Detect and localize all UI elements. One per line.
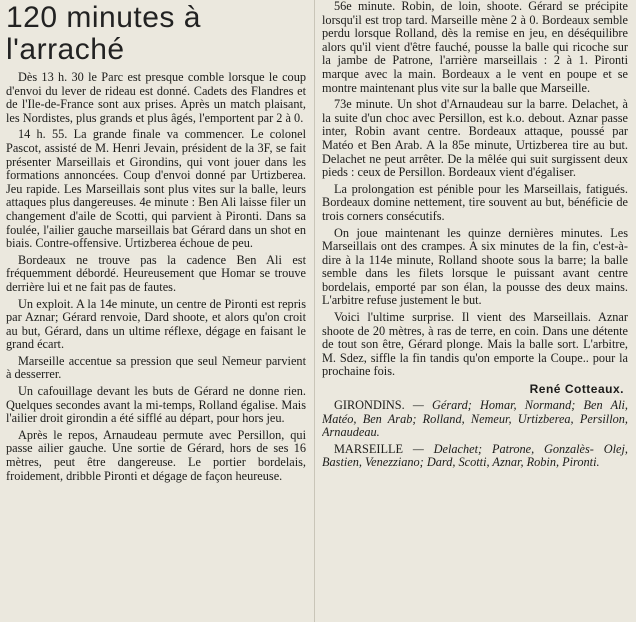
paragraph-second-half: Après le repos, Arnaudeau permute avec Persillon, qui passe ailier gauche. Une sortie de Gérard, hors de ses 16 mètres, peut être dangereuse. Le portier bordelais, froidement, dribble Pironti et dégage de façon heureuse. [6,427,306,483]
paragraph-73rd-minute: 73e minute. Un shot d'Arnaudeau sur la barre. Delachet, à la suite d'un choc avec Persillon, est k.o. debout. Aznar passe inter, Robin avant centre. Bordeaux attaque, poussé par Matéo et Ben Arab. A la 85e minute, Urtizberea tire au but. Delachet ne peut arrêter. De la mêlée qui suit surgissent deux pieds : ceux de Persillon. Bordeaux vient d'égaliser. [322,97,628,180]
paragraph-final-surprise: Voici l'ultime surprise. Il vient des Marseillais. Aznar shoote de 20 mètres, à ras de terre, en coin. Dans une détente de tout son être, Gérard plonge. Mais la balle sort. L'arbitre, M. Sdez, siffle la fin tandis qu'on emporte la Coupe.. pour la prochaine fois. [322,310,628,379]
paragraph-kickoff: 14 h. 55. La grande finale va commencer. Le colonel Pascot, assisté de M. Henri Jevain, président de la 3F, se fait présenter Marseillais et Girondins, qui vont jouer dans les formations annoncées. Coup d'envoi donné par Urtizberea. Jeu rapide. Les Marseillais sont plus vites sur la balle, leurs attaques plus dangereuses. 4e minute : Ben Ali laisse filer un changement d'aile de Scotti, qui parvient à Pironti. Dans sa foulée, l'ailier gauche marseillais bat Gérard dans un shot en biais. Contre-offensive. Urtizberea échoue de peu. [6,127,306,251]
article-title: 120 minutes à l'arraché [6,1,201,66]
paragraph-56th-minute: 56e minute. Robin, de loin, shoote. Gérard se précipite lorsqu'il est trop tard. Marseille mène 2 à 0. Bordeaux semble perdu lorsque Rolland, dès la remise en jeu, en déséquilibre alors qu'il vient d'être fauché, pousse la balle qui ricoche sur la jambe de Patrone, l'arrière marseillais : 2 à 1. Pironti marque avec la main. Bordeaux a le vent en poupe et se montre maintenant plus vite sur la balle que Marseille. [322,0,628,95]
column-divider [314,0,315,622]
team-name: GIRONDINS. [334,398,405,413]
paragraph-intro: Dès 13 h. 30 le Parc est presque comble lorsque le coup d'envoi du lever de rideau est donné. Cadets des Flandres et de l'Ile-de-France sont aux prises. Après un match plaisant, les Nordistes, plus grands et plus âgés, l'emportent par 2 à 0. [6,70,306,125]
team-name: MARSEILLE [334,441,403,456]
paragraph-final-minutes: On joue maintenant les quinze dernières minutes. Les Marseillais ont des crampes. A six minutes de la fin, c'est-à-dire à la 114e minute, Rolland shoote sous la barre; la balle semble dans les filets lorsque le puissant avant centre bordelais, emporté par son élan, la pousse des deux mains. L'arbitre refuse justement le but. [322,225,628,308]
team-players: — Delachet; Patrone, Gonzalès- Olej, Bastien, Venezziano; Dard, Scotti, Aznar, Robin, Pironti. [322,441,628,470]
left-column [6,0,306,622]
paragraph-offside: Un cafouillage devant les buts de Gérard ne donne rien. Quelques secondes avant la mi-temps, Rolland égalise. Mais l'ailier droit girondin a été sifflé au départ, pour hors jeu. [6,384,306,426]
paragraph-exploit: Un exploit. A la 14e minute, un centre de Pironti est repris par Aznar; Gérard renvoie, Dard shoote, et alors qu'on croit au but, Gérard, dans un ultime réflexe, dégage en faisant le grand écart. [6,296,306,352]
paragraph-bordeaux-cadence: Bordeaux ne trouve pas la cadence Ben Ali est fréquemment débordé. Heureusement que Homar se trouve derrière lui et ne fait pas de fautes. [6,252,306,294]
right-column [322,0,628,622]
paragraph-extra-time: La prolongation est pénible pour les Marseillais, fatigués. Bordeaux domine nettement, tire souvent au but, bénéficie de trois corners consécutifs. [322,181,628,223]
team-players: — Gérard; Homar, Normand; Ben Ali, Matéo, Ben Arab; Rolland, Nemeur, Urtizberea, Persillon, Arnaudeau. [322,398,628,440]
author-signature: René Cotteaux. [529,382,624,397]
paragraph-marseille-pressure: Marseille accentue sa pression que seul Nemeur parvient à desserrer. [6,353,306,382]
lineup-girondins [322,399,628,440]
lineup-marseille [322,443,628,470]
